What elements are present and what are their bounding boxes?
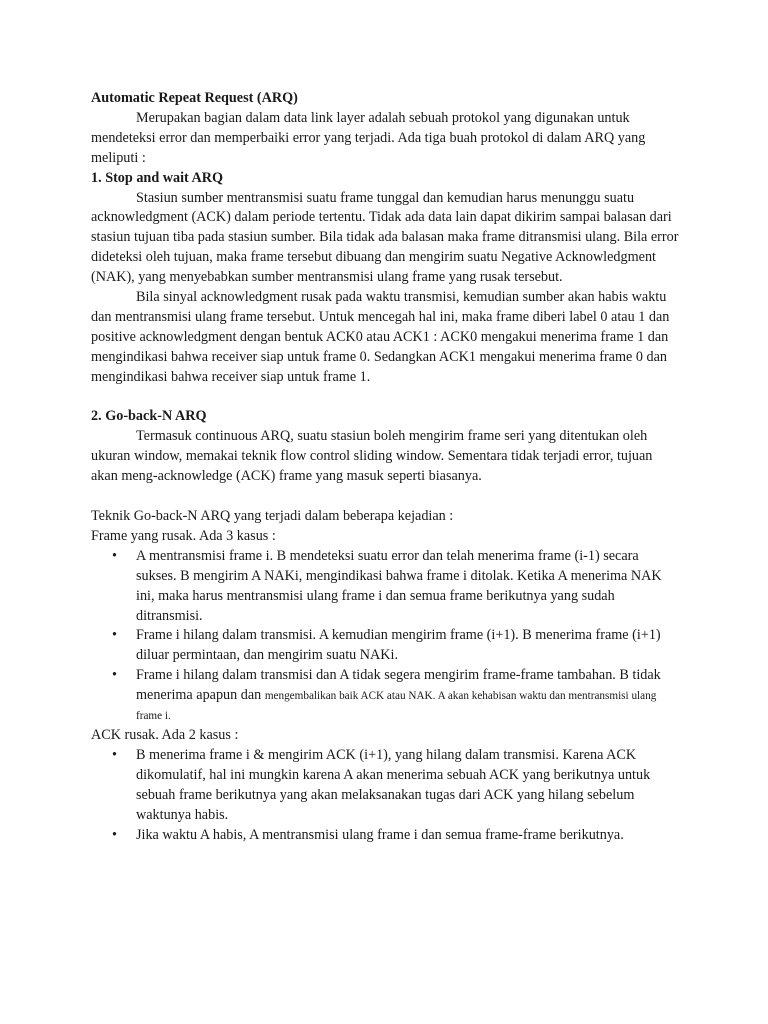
- list-item-text: B menerima frame i & mengirim ACK (i+1), yang hilang dalam transmisi. Karena ACK dikomulatif, hal ini mungkin karena A akan menerima sebuah ACK yang berikutnya untuk sebuah frame berikutnya yang akan melaksanakan tugas dari ACK yang hilang sebelum waktunya habis.: [136, 746, 651, 823]
- events-intro: Teknik Go-back-N ARQ yang terjadi dalam beberapa kejadian :: [91, 508, 454, 524]
- doc-title: Automatic Repeat Request (ARQ): [91, 90, 298, 106]
- section2-paragraph-1: Termasuk continuous ARQ, suatu stasiun boleh mengirim frame seri yang ditentukan oleh ukuran window, memakai teknik flow control sliding window. Sementara tidak terjadi error, tujuan akan meng-acknowledge (ACK) frame yang masuk seperti biasanya.: [91, 428, 653, 485]
- section2-heading: 2. Go-back-N ARQ: [91, 408, 207, 425]
- list-item: [112, 746, 681, 826]
- list-item-text: Jika waktu A habis, A mentransmisi ulang frame i dan semua frame-frame berikutnya.: [136, 826, 624, 843]
- damaged-frame-label: Frame yang rusak. Ada 3 kasus :: [91, 527, 276, 544]
- list-item: [112, 666, 681, 726]
- list-item-small-text: mengembalikan baik ACK atau NAK. A akan kehabisan waktu dan mentransmisi ulang frame i.: [136, 690, 657, 723]
- list-item-text: Frame i hilang dalam transmisi. A kemudian mengirim frame (i+1). B menerima frame (i+1) diluar permintaan, dan mengirim suatu NAKi.: [136, 627, 661, 664]
- section1-heading: 1. Stop and wait ARQ: [91, 169, 224, 186]
- bullet-icon: •: [112, 746, 117, 763]
- bullet-icon: •: [112, 627, 117, 644]
- intro-paragraph: Merupakan bagian dalam data link layer adalah sebuah protokol yang digunakan untuk mendeteksi error dan memperbaiki error yang terjadi. Ada tiga buah protokol di dalam ARQ yang meliputi :: [91, 109, 646, 166]
- document-page: [91, 89, 681, 845]
- section1-paragraph-1: Stasiun sumber mentransmisi suatu frame tunggal dan kemudian harus menunggu suatu acknowledgment (ACK) dalam periode tertentu. Tidak ada data lain dapat dikirim sampai balasan dari stasiun tujuan tiba pada stasiun sumber. Bila tidak ada balasan maka frame ditransmisi ulang. Bila error dideteksi oleh tujuan, maka frame tersebut dibuang dan mengirim suatu Negative Acknowledgment (NAK), yang menyebabkan sumber mentransmisi ulang frame yang rusak tersebut.: [91, 189, 679, 286]
- damaged-ack-label: ACK rusak. Ada 2 kasus :: [91, 726, 239, 743]
- list-item: [112, 826, 681, 846]
- bullet-icon: •: [112, 667, 117, 684]
- bullet-icon: •: [112, 826, 117, 843]
- blank-line: [91, 388, 681, 408]
- list-item-text: Frame i hilang dalam transmisi dan A tidak segera mengirim frame-frame tambahan. B tidak menerima apapun dan: [136, 667, 661, 704]
- blank-line: [91, 487, 681, 507]
- damaged-frame-list: [91, 547, 681, 726]
- damaged-ack-list: [91, 746, 681, 846]
- list-item: [112, 547, 681, 627]
- list-item: [112, 626, 681, 666]
- section1-paragraph-2: Bila sinyal acknowledgment rusak pada waktu transmisi, kemudian sumber akan habis waktu dan mentransmisi ulang frame tersebut. Untuk mencegah hal ini, maka frame diberi label 0 atau 1 dan positive acknowledgment dengan bentuk ACK0 atau ACK1 : ACK0 mengakui menerima frame 1 dan mengindikasi bahwa receiver siap untuk frame 0. Sedangkan ACK1 mengakui menerima frame 0 dan mengindikasi bahwa receiver siap untuk frame 1.: [91, 289, 670, 385]
- list-item-text: A mentransmisi frame i. B mendeteksi suatu error dan telah menerima frame (i-1) secara sukses. B mengirim A NAKi, mengindikasi bahwa frame i ditolak. Ketika A menerima NAK ini, maka harus mentransmisi ulang frame i dan semua frame berikutnya yang sudah ditransmisi.: [136, 547, 662, 624]
- bullet-icon: •: [112, 547, 117, 564]
